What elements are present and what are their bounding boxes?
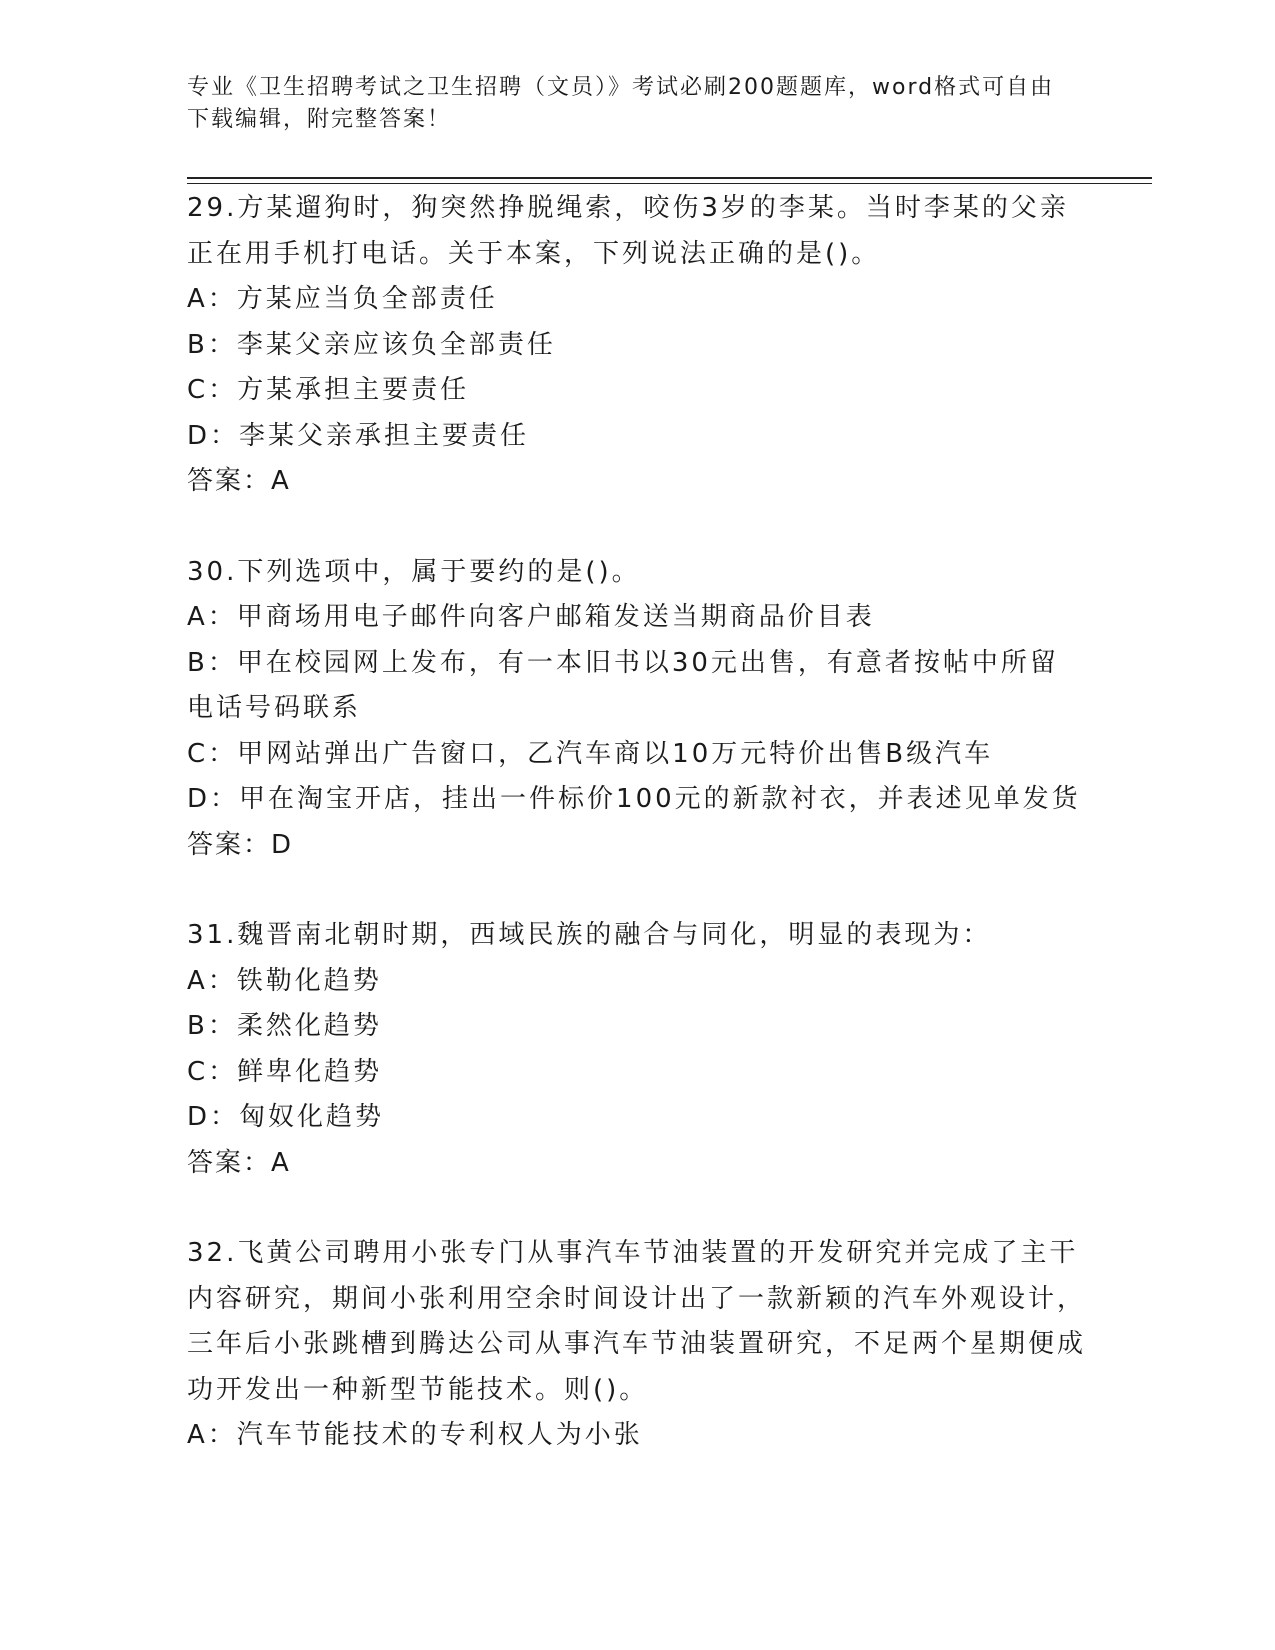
question-stem: 30.下列选项中，属于要约的是()。 [187, 556, 641, 587]
header-divider-thin [187, 183, 1152, 184]
answer-line: 答案：A [187, 466, 291, 496]
option-a: A：汽车节能技术的专利权人为小张 [187, 1420, 643, 1450]
option-d: D：甲在淘宝开店，挂出一件标价100元的新款衬衣，并表述见单发货 [187, 784, 1081, 814]
question-spacer [187, 505, 1087, 550]
header-divider-thick [187, 177, 1152, 179]
document-header: 专业《卫生招聘考试之卫生招聘（文员）》考试必刷200题题库，word格式可自由下载编辑，附完整答案！ [187, 75, 1055, 132]
question-stem: 29.方某遛狗时，狗突然挣脱绳索，咬伤3岁的李某。当时李某的父亲正在用手机打电话。关于本案，下列说法正确的是()。 [187, 193, 1069, 269]
answer-line: 答案：A [187, 1147, 291, 1178]
question-stem: 31.魏晋南北朝时期，西域民族的融合与同化，明显的表现为： [187, 920, 992, 950]
option-c: C：方某承担主要责任 [187, 375, 470, 405]
question-spacer [187, 1186, 1087, 1231]
question-30 [187, 550, 1087, 869]
option-b: B：柔然化趋势 [187, 1011, 382, 1041]
option-a: A：铁勒化趋势 [187, 965, 382, 996]
question-31 [187, 913, 1087, 1186]
option-d: D：匈奴化趋势 [187, 1102, 385, 1132]
question-32 [187, 1231, 1087, 1459]
option-b: B：甲在校园网上发布，有一本旧书以30元出售，有意者按帖中所留电话号码联系 [187, 647, 1059, 723]
option-a: A：甲商场用电子邮件向客户邮箱发送当期商品价目表 [187, 602, 875, 632]
question-29 [187, 186, 1087, 505]
option-c: C：甲网站弹出广告窗口，乙汽车商以10万元特价出售B级汽车 [187, 738, 994, 769]
question-list [187, 186, 1087, 1459]
option-d: D：李某父亲承担主要责任 [187, 420, 530, 451]
option-c: C：鲜卑化趋势 [187, 1056, 383, 1087]
question-stem: 32.飞黄公司聘用小张专门从事汽车节油装置的开发研究并完成了主干内容研究，期间小张利用空余时间设计出了一款新颖的汽车外观设计，三年后小张跳槽到腾达公司从事汽车节油装置研究，不足两个星期便成功开发出一种新型节能技术。则()。 [187, 1238, 1087, 1405]
option-b: B：李某父亲应该负全部责任 [187, 329, 556, 360]
question-spacer [187, 868, 1087, 913]
option-a: A：方某应当负全部责任 [187, 284, 498, 314]
answer-line: 答案：D [187, 829, 294, 860]
